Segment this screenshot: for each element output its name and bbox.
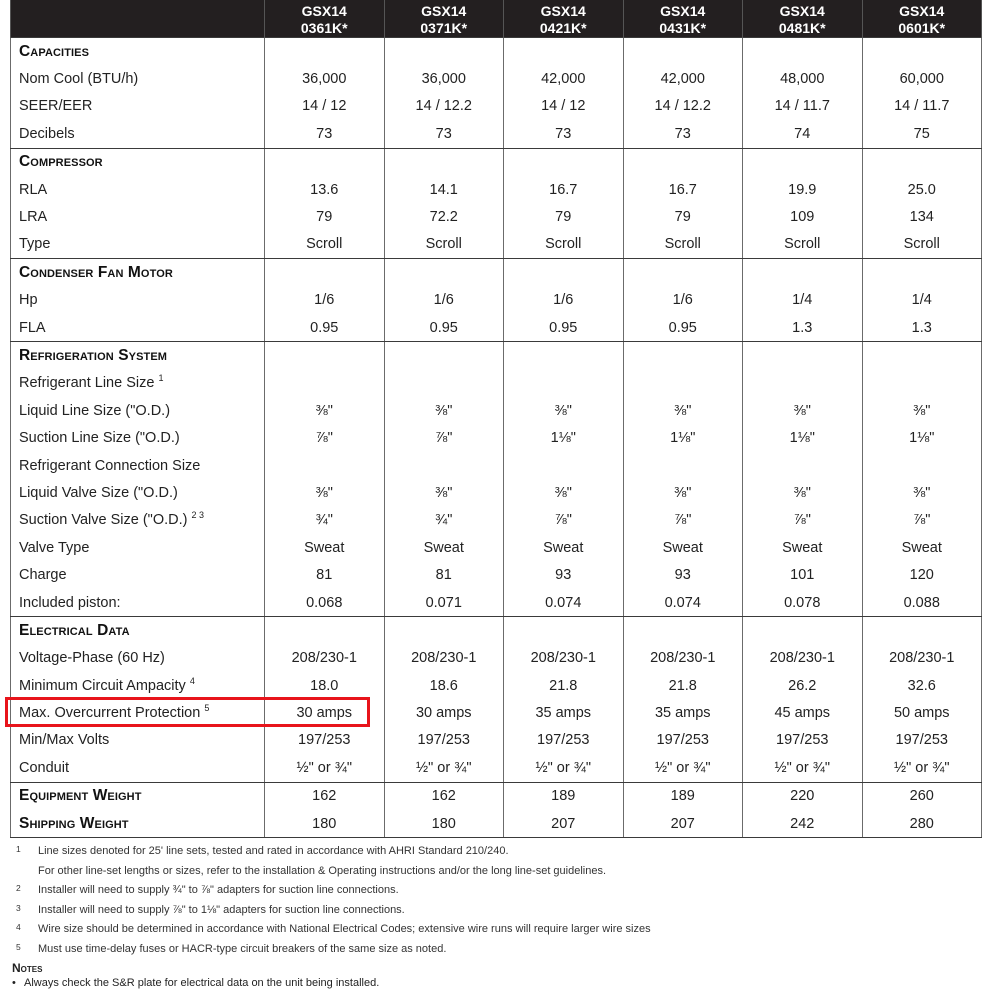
section-heading-row-refrigeration [11, 342, 982, 370]
value-cell: 79 [504, 203, 624, 230]
row-label-text: LRA [19, 209, 48, 226]
model-header: GSX14 0371K* [384, 0, 504, 38]
header-corner [11, 0, 265, 38]
value-cell: 197/253 [862, 727, 982, 754]
row-label-text: SEER/EER [19, 98, 93, 115]
table-row [11, 231, 982, 259]
value-cell: 208/230-1 [862, 645, 982, 672]
value-cell: 120 [862, 561, 982, 588]
footnotes [14, 842, 974, 959]
value-cell: 189 [504, 782, 624, 810]
row-label [11, 397, 265, 424]
section-title: Refrigeration System [11, 342, 265, 370]
table-row [11, 424, 982, 451]
footnote-marker: 5 [204, 703, 210, 714]
value-cell: ⅜" [384, 397, 504, 424]
value-cell: 30 amps [265, 699, 385, 726]
section-heading-row-electrical [11, 617, 982, 645]
notes-item: • Always check the S&R plate for electrical data on the unit being installed. [12, 977, 972, 989]
value-cell: 79 [265, 203, 385, 230]
model-header: GSX14 0421K* [504, 0, 624, 38]
value-cell: 14.1 [384, 176, 504, 203]
value-cell: 0.078 [743, 589, 863, 617]
value-cell: 208/230-1 [265, 645, 385, 672]
section-title: Condenser Fan Motor [11, 259, 265, 287]
row-label-text: Max. Overcurrent Protection [19, 705, 201, 722]
value-cell: ⅞" [862, 507, 982, 534]
empty-cell [743, 259, 863, 287]
row-label-text: Nom Cool (BTU/h) [19, 71, 139, 88]
value-cell: 208/230-1 [623, 645, 743, 672]
empty-cell [743, 38, 863, 66]
value-cell: 81 [384, 561, 504, 588]
value-cell: ¾" [265, 507, 385, 534]
value-cell: ⅞" [623, 507, 743, 534]
empty-cell [623, 342, 743, 370]
table-row [11, 65, 982, 92]
row-label-text: Suction Valve Size ("O.D.) [19, 512, 188, 529]
value-cell: Sweat [623, 534, 743, 561]
weight-label: Equipment Weight [11, 782, 265, 810]
value-cell: 180 [384, 810, 504, 838]
value-cell: 197/253 [743, 727, 863, 754]
row-label-text: FLA [19, 319, 46, 336]
value-cell: 16.7 [623, 176, 743, 203]
value-cell: 72.2 [384, 203, 504, 230]
value-cell: 35 amps [504, 699, 624, 726]
value-cell: 36,000 [265, 65, 385, 92]
table-row [11, 561, 982, 588]
row-label-text: Liquid Line Size ("O.D.) [19, 402, 171, 419]
value-cell [384, 452, 504, 479]
value-cell: 30 amps [384, 699, 504, 726]
table-row [11, 120, 982, 148]
value-cell: 74 [743, 120, 863, 148]
value-cell: ⅜" [504, 479, 624, 506]
footnote-marker: 1 [158, 373, 164, 384]
notes [12, 961, 972, 989]
value-cell: ⅞" [384, 424, 504, 451]
value-cell: 21.8 [623, 672, 743, 699]
value-cell: 280 [862, 810, 982, 838]
value-cell: 18.6 [384, 672, 504, 699]
value-cell [623, 452, 743, 479]
footnote: 1 Line sizes denoted for 25' line sets, tested and rated in accordance with AHRI Standard 210/240. For other line-set lengths or sizes, refer to the installation & Operating instructions and/or the long line-set guidelines. [16, 844, 607, 877]
empty-cell [265, 342, 385, 370]
table-row [11, 645, 982, 672]
value-cell: 1/4 [743, 287, 863, 314]
value-cell: ⅜" [384, 479, 504, 506]
notes-title: Notes [12, 961, 43, 975]
empty-cell [862, 259, 982, 287]
empty-cell [265, 148, 385, 176]
empty-cell [384, 342, 504, 370]
empty-cell [504, 342, 624, 370]
empty-cell [265, 38, 385, 66]
value-cell: Sweat [384, 534, 504, 561]
row-label [11, 231, 265, 259]
row-label-text: Valve Type [19, 539, 90, 556]
row-label-text: RLA [19, 181, 48, 198]
value-cell: ½" or ¾" [384, 754, 504, 782]
value-cell: 42,000 [504, 65, 624, 92]
row-label [11, 645, 265, 672]
value-cell: 1⅛" [623, 424, 743, 451]
empty-cell [504, 38, 624, 66]
value-cell: 197/253 [623, 727, 743, 754]
value-cell: 45 amps [743, 699, 863, 726]
table-row [11, 754, 982, 782]
value-cell: 13.6 [265, 176, 385, 203]
table-row [11, 727, 982, 754]
empty-cell [384, 38, 504, 66]
row-label [11, 727, 265, 754]
value-cell: 18.0 [265, 672, 385, 699]
value-cell: 1⅛" [504, 424, 624, 451]
footnote: 4 Wire size should be determined in accordance with National Electrical Codes; extensive wire runs will require larger wire sizes [16, 922, 651, 935]
table-row [11, 370, 982, 397]
row-label-text: Minimum Circuit Ampacity [19, 677, 186, 694]
value-cell: 48,000 [743, 65, 863, 92]
model-header: GSX14 0431K* [623, 0, 743, 38]
section-heading-row-compressor [11, 148, 982, 176]
table-row [11, 287, 982, 314]
value-cell: 14 / 11.7 [862, 93, 982, 120]
value-cell: ⅞" [265, 424, 385, 451]
table-row [11, 452, 982, 479]
row-label-text: Liquid Valve Size ("O.D.) [19, 484, 178, 501]
value-cell: 208/230-1 [743, 645, 863, 672]
row-label-text: Suction Line Size ("O.D.) [19, 430, 180, 447]
footnote: 3 Installer will need to supply ⅞" to 1⅛" adapters for suction line connections. [16, 902, 405, 916]
empty-cell [743, 342, 863, 370]
value-cell: 79 [623, 203, 743, 230]
value-cell: ¾" [384, 507, 504, 534]
value-cell: 50 amps [862, 699, 982, 726]
highlight-box [5, 697, 370, 727]
value-cell: ⅜" [743, 479, 863, 506]
row-label-text: Min/Max Volts [19, 732, 110, 749]
value-cell [384, 370, 504, 397]
empty-cell [504, 259, 624, 287]
row-label-text: Hp [19, 292, 38, 309]
value-cell: 0.068 [265, 589, 385, 617]
row-label [11, 203, 265, 230]
value-cell: Scroll [623, 231, 743, 259]
value-cell: ⅜" [504, 397, 624, 424]
row-label [11, 754, 265, 782]
section-heading-row-capacities [11, 38, 982, 66]
empty-cell [384, 259, 504, 287]
value-cell: 207 [623, 810, 743, 838]
value-cell: 73 [504, 120, 624, 148]
value-cell: 1/6 [623, 287, 743, 314]
row-label [11, 589, 265, 617]
value-cell: 14 / 12.2 [384, 93, 504, 120]
empty-cell [265, 259, 385, 287]
weight-row [11, 782, 982, 810]
value-cell: 32.6 [862, 672, 982, 699]
row-label-text: Decibels [19, 125, 75, 142]
value-cell: 180 [265, 810, 385, 838]
value-cell: 208/230-1 [384, 645, 504, 672]
value-cell: 14 / 12 [504, 93, 624, 120]
row-label [11, 370, 265, 397]
empty-cell [743, 148, 863, 176]
value-cell: 36,000 [384, 65, 504, 92]
row-label-text: Type [19, 236, 51, 253]
table-row [11, 534, 982, 561]
value-cell: Scroll [504, 231, 624, 259]
empty-cell [862, 617, 982, 645]
value-cell [743, 370, 863, 397]
value-cell: 1.3 [743, 314, 863, 342]
value-cell: Sweat [504, 534, 624, 561]
row-label [11, 287, 265, 314]
value-cell: 93 [623, 561, 743, 588]
row-label [11, 561, 265, 588]
value-cell: 197/253 [384, 727, 504, 754]
weight-label: Shipping Weight [11, 810, 265, 838]
value-cell: 208/230-1 [504, 645, 624, 672]
value-cell: 207 [504, 810, 624, 838]
value-cell: 73 [384, 120, 504, 148]
value-cell: 14 / 11.7 [743, 93, 863, 120]
table-row [11, 203, 982, 230]
row-label [11, 65, 265, 92]
value-cell: 197/253 [265, 727, 385, 754]
value-cell: 101 [743, 561, 863, 588]
row-label [11, 672, 265, 699]
row-label-text: Included piston: [19, 594, 121, 611]
empty-cell [623, 148, 743, 176]
value-cell: 109 [743, 203, 863, 230]
value-cell: ⅜" [743, 397, 863, 424]
value-cell: Sweat [862, 534, 982, 561]
value-cell: ⅜" [862, 479, 982, 506]
row-label [11, 314, 265, 342]
row-label-text: Voltage-Phase (60 Hz) [19, 650, 165, 667]
value-cell: Scroll [265, 231, 385, 259]
footnote-marker: 4 [189, 675, 195, 686]
value-cell: 0.074 [623, 589, 743, 617]
empty-cell [862, 38, 982, 66]
value-cell: 220 [743, 782, 863, 810]
row-label [11, 120, 265, 148]
row-label-text: Refrigerant Line Size [19, 375, 155, 392]
table-row [11, 589, 982, 617]
value-cell: 60,000 [862, 65, 982, 92]
value-cell: 0.088 [862, 589, 982, 617]
value-cell: ½" or ¾" [862, 754, 982, 782]
model-header-row [11, 0, 982, 38]
value-cell [862, 370, 982, 397]
empty-cell [623, 259, 743, 287]
value-cell: ⅜" [623, 479, 743, 506]
value-cell: 0.071 [384, 589, 504, 617]
value-cell [862, 452, 982, 479]
table-row [11, 672, 982, 699]
value-cell: Scroll [862, 231, 982, 259]
value-cell: ⅞" [504, 507, 624, 534]
value-cell: 1/6 [504, 287, 624, 314]
value-cell: 197/253 [504, 727, 624, 754]
table-row [11, 93, 982, 120]
row-label [11, 452, 265, 479]
value-cell: 1/6 [384, 287, 504, 314]
section-title: Compressor [11, 148, 265, 176]
value-cell: ⅜" [265, 479, 385, 506]
value-cell [504, 452, 624, 479]
value-cell: ½" or ¾" [743, 754, 863, 782]
value-cell: 42,000 [623, 65, 743, 92]
value-cell: 26.2 [743, 672, 863, 699]
value-cell: 1/6 [265, 287, 385, 314]
empty-cell [504, 148, 624, 176]
model-header: GSX14 0601K* [862, 0, 982, 38]
value-cell: 14 / 12.2 [623, 93, 743, 120]
value-cell: Scroll [384, 231, 504, 259]
table-row [11, 507, 982, 534]
value-cell: 0.95 [265, 314, 385, 342]
weight-row [11, 810, 982, 838]
table-row [11, 176, 982, 203]
model-header: GSX14 0481K* [743, 0, 863, 38]
value-cell: Scroll [743, 231, 863, 259]
section-heading-row-condenser [11, 259, 982, 287]
row-label [11, 424, 265, 451]
value-cell: 0.074 [504, 589, 624, 617]
value-cell: 75 [862, 120, 982, 148]
value-cell: 1⅛" [862, 424, 982, 451]
value-cell: 162 [384, 782, 504, 810]
table-row [11, 314, 982, 342]
value-cell [265, 370, 385, 397]
value-cell: Sweat [265, 534, 385, 561]
value-cell: 242 [743, 810, 863, 838]
row-label [11, 534, 265, 561]
value-cell: 260 [862, 782, 982, 810]
row-label-text: Conduit [19, 759, 69, 776]
table-row [11, 397, 982, 424]
row-label-text: Charge [19, 567, 67, 584]
empty-cell [623, 617, 743, 645]
empty-cell [862, 148, 982, 176]
value-cell: 0.95 [384, 314, 504, 342]
value-cell: Sweat [743, 534, 863, 561]
row-label [11, 479, 265, 506]
value-cell: 0.95 [623, 314, 743, 342]
value-cell: 73 [265, 120, 385, 148]
empty-cell [862, 342, 982, 370]
value-cell: 93 [504, 561, 624, 588]
value-cell: 19.9 [743, 176, 863, 203]
value-cell [504, 370, 624, 397]
value-cell: 189 [623, 782, 743, 810]
row-label-text: Refrigerant Connection Size [19, 457, 201, 474]
value-cell: 0.95 [504, 314, 624, 342]
value-cell: 25.0 [862, 176, 982, 203]
value-cell: 14 / 12 [265, 93, 385, 120]
row-label [11, 93, 265, 120]
value-cell: 134 [862, 203, 982, 230]
value-cell: ⅜" [623, 397, 743, 424]
empty-cell [384, 617, 504, 645]
empty-cell [265, 617, 385, 645]
value-cell: 1.3 [862, 314, 982, 342]
value-cell: 1⅛" [743, 424, 863, 451]
footnote-marker: 2 3 [191, 510, 205, 521]
section-title: Capacities [11, 38, 265, 66]
value-cell: 73 [623, 120, 743, 148]
value-cell: 16.7 [504, 176, 624, 203]
value-cell: ½" or ¾" [265, 754, 385, 782]
value-cell: 162 [265, 782, 385, 810]
value-cell: ⅜" [862, 397, 982, 424]
value-cell: 21.8 [504, 672, 624, 699]
empty-cell [743, 617, 863, 645]
table-row [11, 479, 982, 506]
section-title: Electrical Data [11, 617, 265, 645]
value-cell: ⅜" [265, 397, 385, 424]
empty-cell [504, 617, 624, 645]
footnote: 2 Installer will need to supply ¾" to ⅞" adapters for suction line connections. [16, 883, 399, 896]
row-label [11, 507, 265, 534]
model-header: GSX14 0361K* [265, 0, 385, 38]
value-cell: 81 [265, 561, 385, 588]
footnote: 5 Must use time-delay fuses or HACR-type circuit breakers of the same size as noted. [16, 941, 447, 955]
value-cell: ⅞" [743, 507, 863, 534]
value-cell [743, 452, 863, 479]
value-cell: ½" or ¾" [504, 754, 624, 782]
empty-cell [623, 38, 743, 66]
value-cell: 1/4 [862, 287, 982, 314]
value-cell: 35 amps [623, 699, 743, 726]
value-cell [623, 370, 743, 397]
value-cell [265, 452, 385, 479]
empty-cell [384, 148, 504, 176]
value-cell: ½" or ¾" [623, 754, 743, 782]
row-label [11, 176, 265, 203]
